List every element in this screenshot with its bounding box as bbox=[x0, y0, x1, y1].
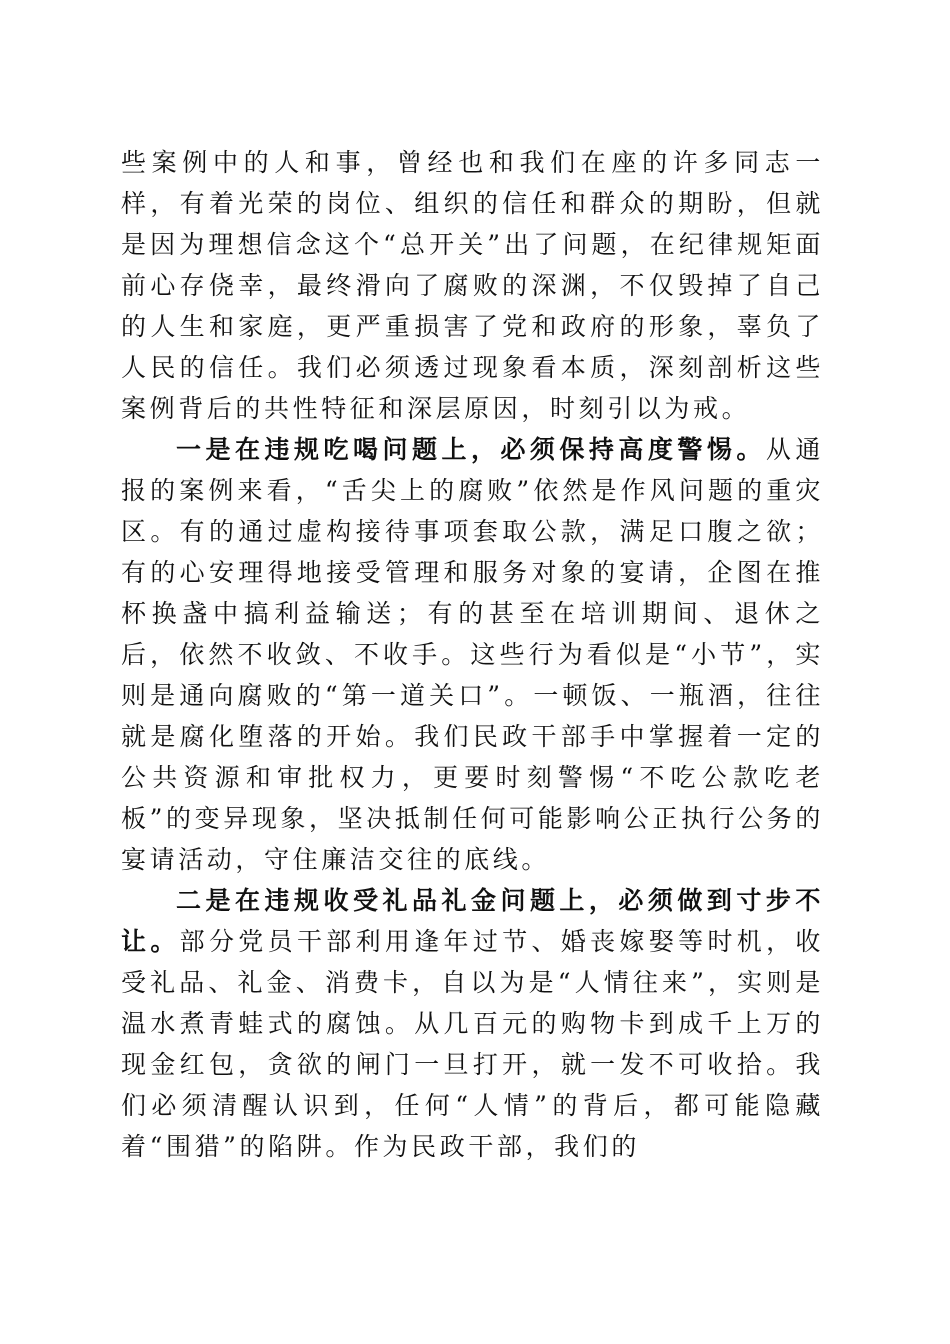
paragraph-1 bbox=[121, 142, 824, 429]
paragraph-3-lead: 二是在违规收受礼品礼金问题上，必须做到寸步不让。 bbox=[121, 886, 824, 956]
paragraph-3-body: 部分党员干部利用逢年过节、婚丧嫁娶等时机，收受礼品、礼金、消费卡，自以为是“人情往来”，实则是温水煮青蛙式的腐蚀。从几百元的购物卡到成千上万的现金红包，贪欲的闸门一旦打开，就一发不可收拾。我们必须清醒认识到，任何“人情”的背后，都可能隐藏着“围猎”的陷阱。作为民政干部，我们的 bbox=[121, 927, 825, 1161]
paragraph-2 bbox=[121, 429, 824, 880]
paragraph-2-lead: 一是在违规吃喝问题上，必须保持高度警惕。 bbox=[176, 435, 766, 464]
paragraph-3 bbox=[121, 880, 824, 1167]
document-page bbox=[121, 142, 824, 1167]
paragraph-1-body: 些案例中的人和事，曾经也和我们在座的许多同志一样，有着光荣的岗位、组织的信任和群众的期盼，但就是因为理想信念这个“总开关”出了问题，在纪律规矩面前心存侥幸，最终滑向了腐败的深渊，不仅毁掉了自己的人生和家庭，更严重损害了党和政府的形象，辜负了人民的信任。我们必须透过现象看本质，深刻剖析这些案例背后的共性特征和深层原因，时刻引以为戒。 bbox=[121, 148, 824, 423]
paragraph-2-body: 从通报的案例来看，“舌尖上的腐败”依然是作风问题的重灾区。有的通过虚构接待事项套取公款，满足口腹之欲；有的心安理得地接受管理和服务对象的宴请，企图在推杯换盏中搞利益输送；有的甚至在培训期间、退休之后，依然不收敛、不收手。这些行为看似是“小节”，实则是通向腐败的“第一道关口”。一顿饭、一瓶酒，往往就是腐化堕落的开始。我们民政干部手中掌握着一定的公共资源和审批权力，更要时刻警惕“不吃公款吃老板”的变异现象，坚决抵制任何可能影响公正执行公务的宴请活动，守住廉洁交往的底线。 bbox=[121, 435, 824, 874]
